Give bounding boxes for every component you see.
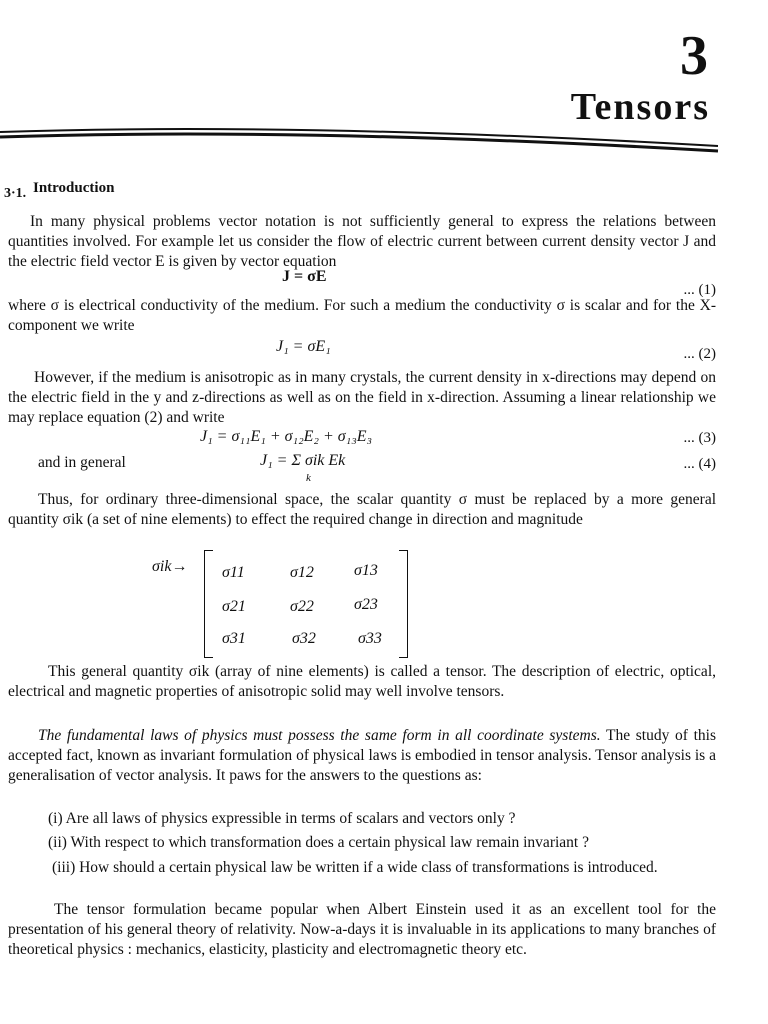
matrix-cell: σ31 bbox=[222, 630, 246, 647]
chapter-title: Tensors bbox=[570, 86, 710, 128]
equation-4-sum-index: k bbox=[306, 472, 311, 484]
section-title: Introduction bbox=[33, 180, 115, 196]
matrix-cell: σ23 bbox=[354, 596, 378, 613]
equation-3-number: ... (3) bbox=[683, 430, 716, 446]
chapter-number: 3 bbox=[680, 25, 708, 87]
question-item: (ii) With respect to which transformation does a certain physical law remain invariant ? bbox=[48, 834, 589, 851]
sigma-matrix bbox=[204, 550, 408, 656]
matrix-cell: σ11 bbox=[222, 564, 245, 581]
question-item: (iii) How should a certain physical law be written if a wide class of transformations is introduced. bbox=[52, 859, 658, 876]
section-number: 3·1. bbox=[4, 186, 27, 201]
matrix-label: σik→ bbox=[152, 558, 188, 575]
equation-4-number: ... (4) bbox=[683, 456, 716, 472]
equation-3: J₁ = σ₁₁E₁ + σ₁₂E₂ + σ₁₃E₃ bbox=[200, 428, 373, 445]
equation-4-prefix: and in general bbox=[38, 454, 126, 471]
paragraph-anisotropic: However, if the medium is anisotropic as in many crystals, the current density in x-directions may depend on the electric field in the y and z-directions as well as on the field in x-direction. Assuming a linear relationship we may replace equation (2) and write bbox=[8, 369, 716, 426]
matrix-cell: σ21 bbox=[222, 598, 246, 615]
equation-1-number: ... (1) bbox=[683, 282, 716, 298]
matrix-cell: σ22 bbox=[290, 598, 314, 615]
paragraph-einstein: The tensor formulation became popular when Albert Einstein used it as an excellent tool for the presentation of his general theory of relativity. Now-a-days it is invaluable in its applications to many branches of theoretical physics : mechanics, elasticity, plasticity and electromagnetic theory etc. bbox=[8, 901, 716, 958]
matrix-cell: σ33 bbox=[358, 630, 382, 647]
matrix-cell: σ13 bbox=[354, 562, 378, 579]
question-item: (i) Are all laws of physics expressible in terms of scalars and vectors only ? bbox=[48, 810, 516, 827]
invariance-text: The study of this accepted fact, known as invariant formulation of physical laws is embodied in tensor analysis. Tensor analysis is a generalisation of vector analysis. It paws for the answers to the questions as: bbox=[8, 727, 716, 784]
paragraph-invariance bbox=[8, 726, 716, 786]
paragraph-tensor-definition: This general quantity σik (array of nine elements) is called a tensor. The description of electric, optical, electrical and magnetic properties of anisotropic solid may well involve tensors. bbox=[8, 663, 716, 700]
matrix-cell: σ12 bbox=[290, 564, 314, 581]
matrix-right-bracket bbox=[399, 550, 408, 658]
equation-2: J₁ = σE₁ bbox=[276, 338, 331, 355]
equation-4: J₁ = Σ σik Ek bbox=[260, 452, 346, 469]
equation-2-number: ... (2) bbox=[683, 346, 716, 362]
matrix-left-bracket bbox=[204, 550, 213, 658]
paragraph-general-quantity: Thus, for ordinary three-dimensional space, the scalar quantity σ must be replaced by a more general quantity σik (a set of nine elements) to effect the required change in direction and magnitude bbox=[8, 491, 716, 528]
paragraph-intro: In many physical problems vector notation is not sufficiently general to express the relations between quantities involved. For example let us consider the flow of electric current between current density vector J and the electric field vector E is given by vector equation bbox=[8, 213, 716, 270]
invariance-italic: The fundamental laws of physics must possess the same form in all coordinate systems. bbox=[38, 727, 601, 744]
chapter-rule bbox=[0, 118, 720, 158]
equation-1: J = σE bbox=[282, 268, 327, 285]
paragraph-conductivity: where σ is electrical conductivity of the medium. For such a medium the conductivity σ is scalar and for the X-component we write bbox=[8, 297, 716, 334]
matrix-cell: σ32 bbox=[292, 630, 316, 647]
